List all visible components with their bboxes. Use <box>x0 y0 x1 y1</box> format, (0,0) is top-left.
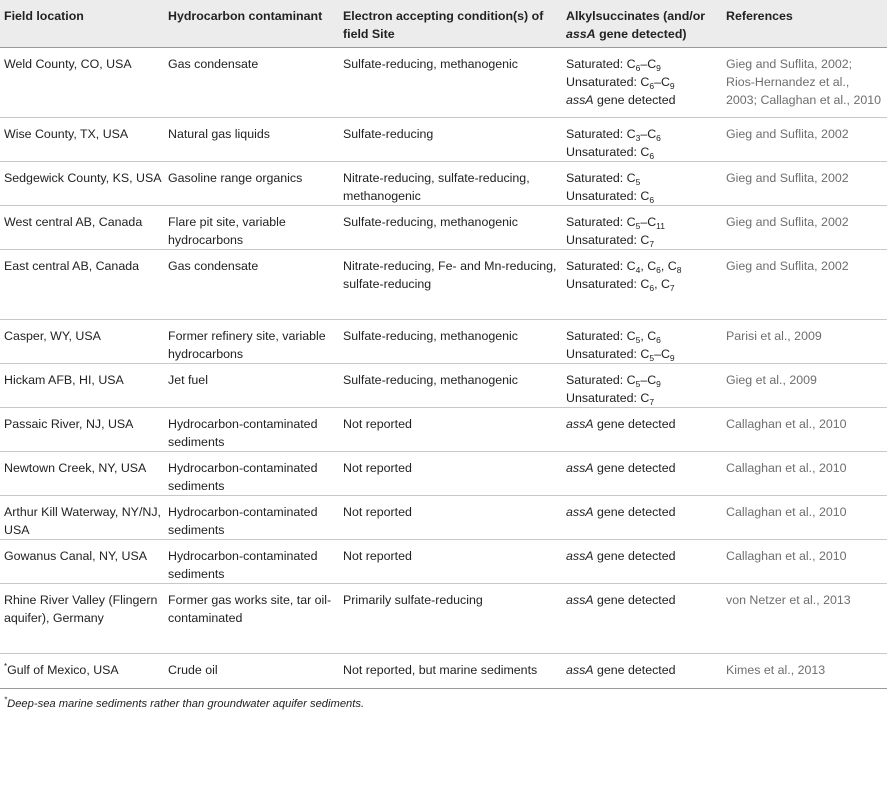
cell-references: Gieg and Suflita, 2002; Rios-Hernandez et al., 2003; Callaghan et al., 2010 <box>722 48 887 118</box>
cell-field-location: Newtown Creek, NY, USA <box>0 452 164 496</box>
cell-field-location: Rhine River Valley (Flingern aquifer), Germany <box>0 584 164 654</box>
cell-electron-accepting: Primarily sulfate-reducing <box>339 584 562 654</box>
cell-electron-accepting: Not reported <box>339 408 562 452</box>
cell-references: von Netzer et al., 2013 <box>722 584 887 654</box>
cell-field-location: Gowanus Canal, NY, USA <box>0 540 164 584</box>
header-hydrocarbon-contaminant: Hydrocarbon contaminant <box>164 0 339 48</box>
cell-electron-accepting: Nitrate-reducing, Fe- and Mn-reducing, sulfate-reducing <box>339 250 562 320</box>
cell-references: Kimes et al., 2013 <box>722 654 887 689</box>
header-electron-accepting: Electron accepting condition(s) of field Site <box>339 0 562 48</box>
cell-electron-accepting: Sulfate-reducing, methanogenic <box>339 48 562 118</box>
cell-field-location: Casper, WY, USA <box>0 320 164 364</box>
header-row <box>0 0 887 48</box>
cell-electron-accepting: Sulfate-reducing <box>339 118 562 162</box>
table-row <box>0 364 887 408</box>
cell-electron-accepting: Not reported, but marine sediments <box>339 654 562 689</box>
cell-alkylsuccinates: assA gene detected <box>562 654 722 689</box>
cell-alkylsuccinates: assA gene detected <box>562 452 722 496</box>
cell-electron-accepting: Not reported <box>339 452 562 496</box>
cell-field-location: *Gulf of Mexico, USA <box>0 654 164 689</box>
table-row <box>0 162 887 206</box>
table-footnote: *Deep-sea marine sediments rather than groundwater aquifer sediments. <box>4 695 365 710</box>
cell-alkylsuccinates: Saturated: $C_3-C_6$ Unsaturated: $C_6$ <box>562 118 722 162</box>
cell-alkylsuccinates: Saturated: $C_5-C_{11}$ Unsaturated: $C_7$ <box>562 206 722 250</box>
cell-alkylsuccinates: Saturated: $C_5$, $C_6$ Unsaturated: $C_5-C_9$ <box>562 320 722 364</box>
cell-alkylsuccinates: assA gene detected <box>562 540 722 584</box>
cell-field-location: Sedgewick County, KS, USA <box>0 162 164 206</box>
cell-hydrocarbon-contaminant: Natural gas liquids <box>164 118 339 162</box>
header-references: References <box>722 0 887 48</box>
cell-references: Parisi et al., 2009 <box>722 320 887 364</box>
cell-field-location: Weld County, CO, USA <box>0 48 164 118</box>
cell-field-location: Passaic River, NJ, USA <box>0 408 164 452</box>
cell-hydrocarbon-contaminant: Hydrocarbon-contaminated sediments <box>164 408 339 452</box>
cell-references: Gieg and Suflita, 2002 <box>722 250 887 320</box>
cell-hydrocarbon-contaminant: Former gas works site, tar oil-contaminated <box>164 584 339 654</box>
cell-hydrocarbon-contaminant: Hydrocarbon-contaminated sediments <box>164 496 339 540</box>
cell-references: Callaghan et al., 2010 <box>722 496 887 540</box>
cell-references: Callaghan et al., 2010 <box>722 540 887 584</box>
cell-field-location: West central AB, Canada <box>0 206 164 250</box>
cell-electron-accepting: Nitrate-reducing, sulfate-reducing, methanogenic <box>339 162 562 206</box>
table-row <box>0 540 887 584</box>
table-row <box>0 48 887 118</box>
cell-field-location: Arthur Kill Waterway, NY/NJ, USA <box>0 496 164 540</box>
cell-hydrocarbon-contaminant: Hydrocarbon-contaminated sediments <box>164 540 339 584</box>
cell-alkylsuccinates: Saturated: $C_5$ Unsaturated: $C_6$ <box>562 162 722 206</box>
cell-electron-accepting: Sulfate-reducing, methanogenic <box>339 206 562 250</box>
cell-references: Gieg and Suflita, 2002 <box>722 162 887 206</box>
cell-electron-accepting: Sulfate-reducing, methanogenic <box>339 320 562 364</box>
table-row <box>0 118 887 162</box>
table-row <box>0 250 887 320</box>
cell-alkylsuccinates: assA gene detected <box>562 408 722 452</box>
cell-field-location: Wise County, TX, USA <box>0 118 164 162</box>
cell-electron-accepting: Sulfate-reducing, methanogenic <box>339 364 562 408</box>
cell-references: Gieg et al., 2009 <box>722 364 887 408</box>
cell-hydrocarbon-contaminant: Jet fuel <box>164 364 339 408</box>
cell-electron-accepting: Not reported <box>339 540 562 584</box>
cell-references: Gieg and Suflita, 2002 <box>722 206 887 250</box>
table-row <box>0 408 887 452</box>
cell-hydrocarbon-contaminant: Gasoline range organics <box>164 162 339 206</box>
cell-alkylsuccinates: assA gene detected <box>562 496 722 540</box>
cell-hydrocarbon-contaminant: Flare pit site, variable hydrocarbons <box>164 206 339 250</box>
header-field-location: Field location <box>0 0 164 48</box>
cell-references: Gieg and Suflita, 2002 <box>722 118 887 162</box>
cell-electron-accepting: Not reported <box>339 496 562 540</box>
table-row <box>0 496 887 540</box>
table-row <box>0 654 887 689</box>
cell-hydrocarbon-contaminant: Gas condensate <box>164 250 339 320</box>
cell-references: Callaghan et al., 2010 <box>722 408 887 452</box>
cell-alkylsuccinates: Saturated: $C_5-C_9$ Unsaturated: $C_7$ <box>562 364 722 408</box>
cell-alkylsuccinates: Saturated: $C_6-C_9$ Unsaturated: $C_6-C_9$ assA gene detected <box>562 48 722 118</box>
table-row <box>0 452 887 496</box>
cell-field-location: Hickam AFB, HI, USA <box>0 364 164 408</box>
cell-alkylsuccinates: assA gene detected <box>562 584 722 654</box>
cell-alkylsuccinates: Saturated: $C_4$, $C_6$, $C_8$ Unsaturated: $C_6$, $C_7$ <box>562 250 722 320</box>
table-row <box>0 320 887 364</box>
cell-field-location: East central AB, Canada <box>0 250 164 320</box>
cell-hydrocarbon-contaminant: Gas condensate <box>164 48 339 118</box>
cell-references: Callaghan et al., 2010 <box>722 452 887 496</box>
cell-hydrocarbon-contaminant: Former refinery site, variable hydrocarbons <box>164 320 339 364</box>
table-row <box>0 206 887 250</box>
table-row <box>0 584 887 654</box>
cell-hydrocarbon-contaminant: Hydrocarbon-contaminated sediments <box>164 452 339 496</box>
header-alkylsuccinates: Alkylsuccinates (and/or assA gene detected) <box>562 0 722 48</box>
cell-hydrocarbon-contaminant: Crude oil <box>164 654 339 689</box>
